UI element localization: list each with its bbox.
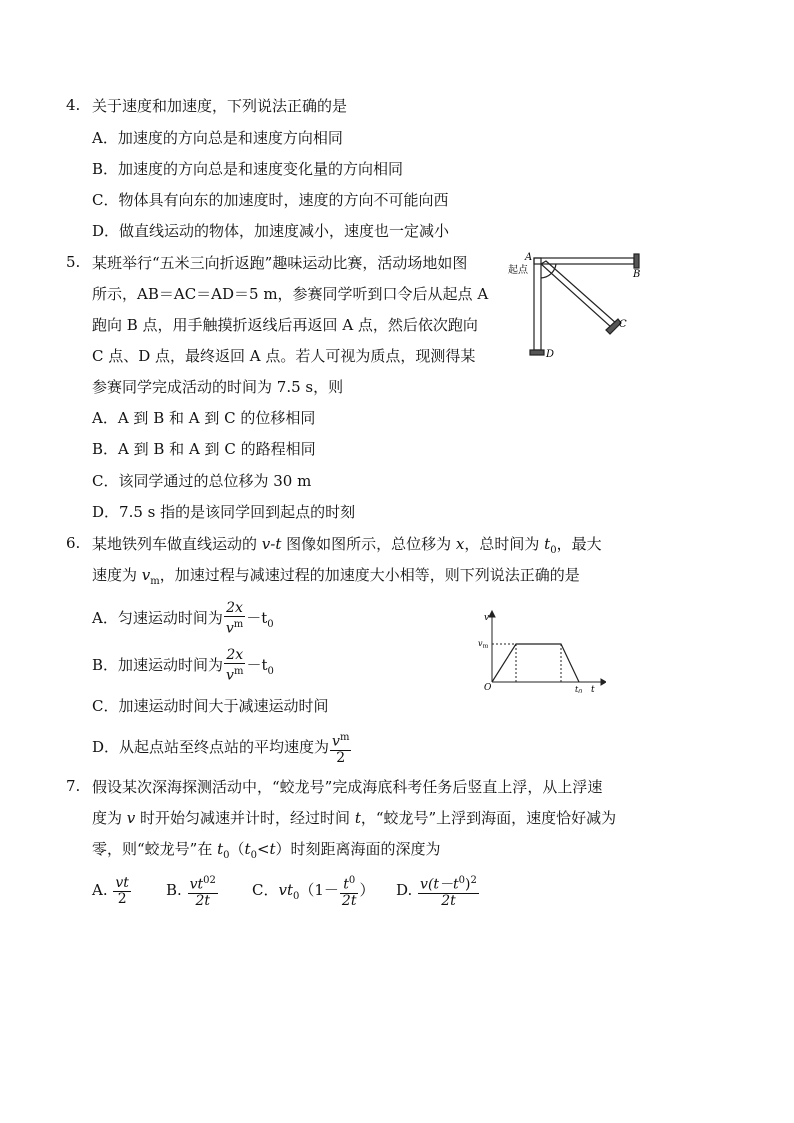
vt-graph [476,608,606,693]
fraction: $\frac{vt}{2}$ [115,874,129,907]
question-stem-line: C 点、D 点，最终返回 A 点。若人可视为质点，现测得某 [92,347,476,365]
label-d: D [546,349,555,360]
question-stem-line: 假设某次深海探测活动中，“蛟龙号”完成海底科考任务后竖直上浮，从上浮速 [92,778,603,796]
v-axis-label: v [484,613,490,623]
question-stem-line: 某地铁列车做直线运动的 v-t 图像如图所示，总位移为 x，总时间为 $t_0$，最大 [92,535,602,556]
question-stem-line: 度为 v 时开始匀减速并计时，经过时间 t，“蛟龙号”上浮到海面，速度恰好减为 [92,809,617,827]
fraction: $\frac{2x}{v^m}$ [226,647,244,684]
option-d: D. $\frac{v(t-t^0)^2}{2t}$ [396,875,477,909]
option-c: C．加速运动时间大于减速运动时间 [92,697,329,715]
option-c: C．该同学通过的总位移为 30 m [92,472,312,490]
t0-label: $t_0$ [575,685,583,693]
fraction: $\frac{vt^{02}}{2t}$ [189,875,216,909]
option-b: B．A 到 B 和 A 到 C 的路程相同 [92,440,316,458]
option-b: B．加速运动时间为 $\frac{2x}{v^m}$ $-t_0$ [92,647,274,684]
label-b: B [633,269,641,280]
question-stem-line: 跑向 B 点，用手触摸折返线后再返回 A 点，然后依次跑向 [92,316,478,334]
fraction: $\frac{t^0}{2t}$ [341,875,357,909]
origin-label: O [484,683,492,693]
option-d: D．从起点站至终点站的平均速度为 $\frac{v^m}{2}$ [92,732,350,766]
fraction: $\frac{v(t-t^0)^2}{2t}$ [420,875,477,909]
field-diagram [500,248,650,363]
vm-label: $v_m$ [478,639,489,650]
question-stem-line: 参赛同学完成活动的时间为 7.5 s，则 [92,378,344,396]
question-stem-line: 速度为 $v_m$，加速过程与减速过程的加速度大小相等，则下列说法正确的是 [92,566,580,587]
option-c: C．物体具有向东的加速度时，速度的方向不可能向西 [92,191,449,209]
option-a: A．A 到 B 和 A 到 C 的位移相同 [92,409,316,427]
question-number: 5. [66,253,81,271]
question-stem-line: 零，则“蛟龙号”在 $t_0(t_0<t)$时刻距离海面的深度为 [92,840,441,861]
question-stem: 关于速度和加速度，下列说法正确的是 [92,97,348,115]
label-a: A [525,252,533,263]
label-c: C [619,319,627,330]
question-stem-line: 所示，AB＝AC＝AD＝5 m，参赛同学听到口令后从起点 A [92,285,489,303]
fraction: $\frac{2x}{v^m}$ [225,600,244,637]
fraction: $\frac{v^m}{2}$ [332,732,350,766]
option-d: D．做直线运动的物体，加速度减小，速度也一定减小 [92,222,450,240]
option-a: A．加速度的方向总是和速度方向相同 [92,129,343,147]
option-a: A．匀速运动时间为 $\frac{2x}{v^m}$ $-t_0$ [92,600,274,637]
t-axis-label: t [591,685,595,693]
question-stem-line: 某班举行“五米三向折返跑”趣味运动比赛，活动场地如图 [92,254,468,272]
question-number: 6. [66,534,81,552]
question-number: 7. [66,777,81,795]
option-b: B. $\frac{vt^{02}}{2t}$ [166,875,216,909]
option-c: C．$vt_0(1-$ $\frac{t^0}{2t}$ ） [252,875,375,909]
question-number: 4. [66,96,81,114]
option-a: A. $\frac{vt}{2}$ [92,874,129,907]
label-start: 起点 [508,265,528,276]
option-d: D．7.5 s 指的是该同学回到起点的时刻 [92,503,356,521]
option-b: B．加速度的方向总是和速度变化量的方向相同 [92,160,404,178]
